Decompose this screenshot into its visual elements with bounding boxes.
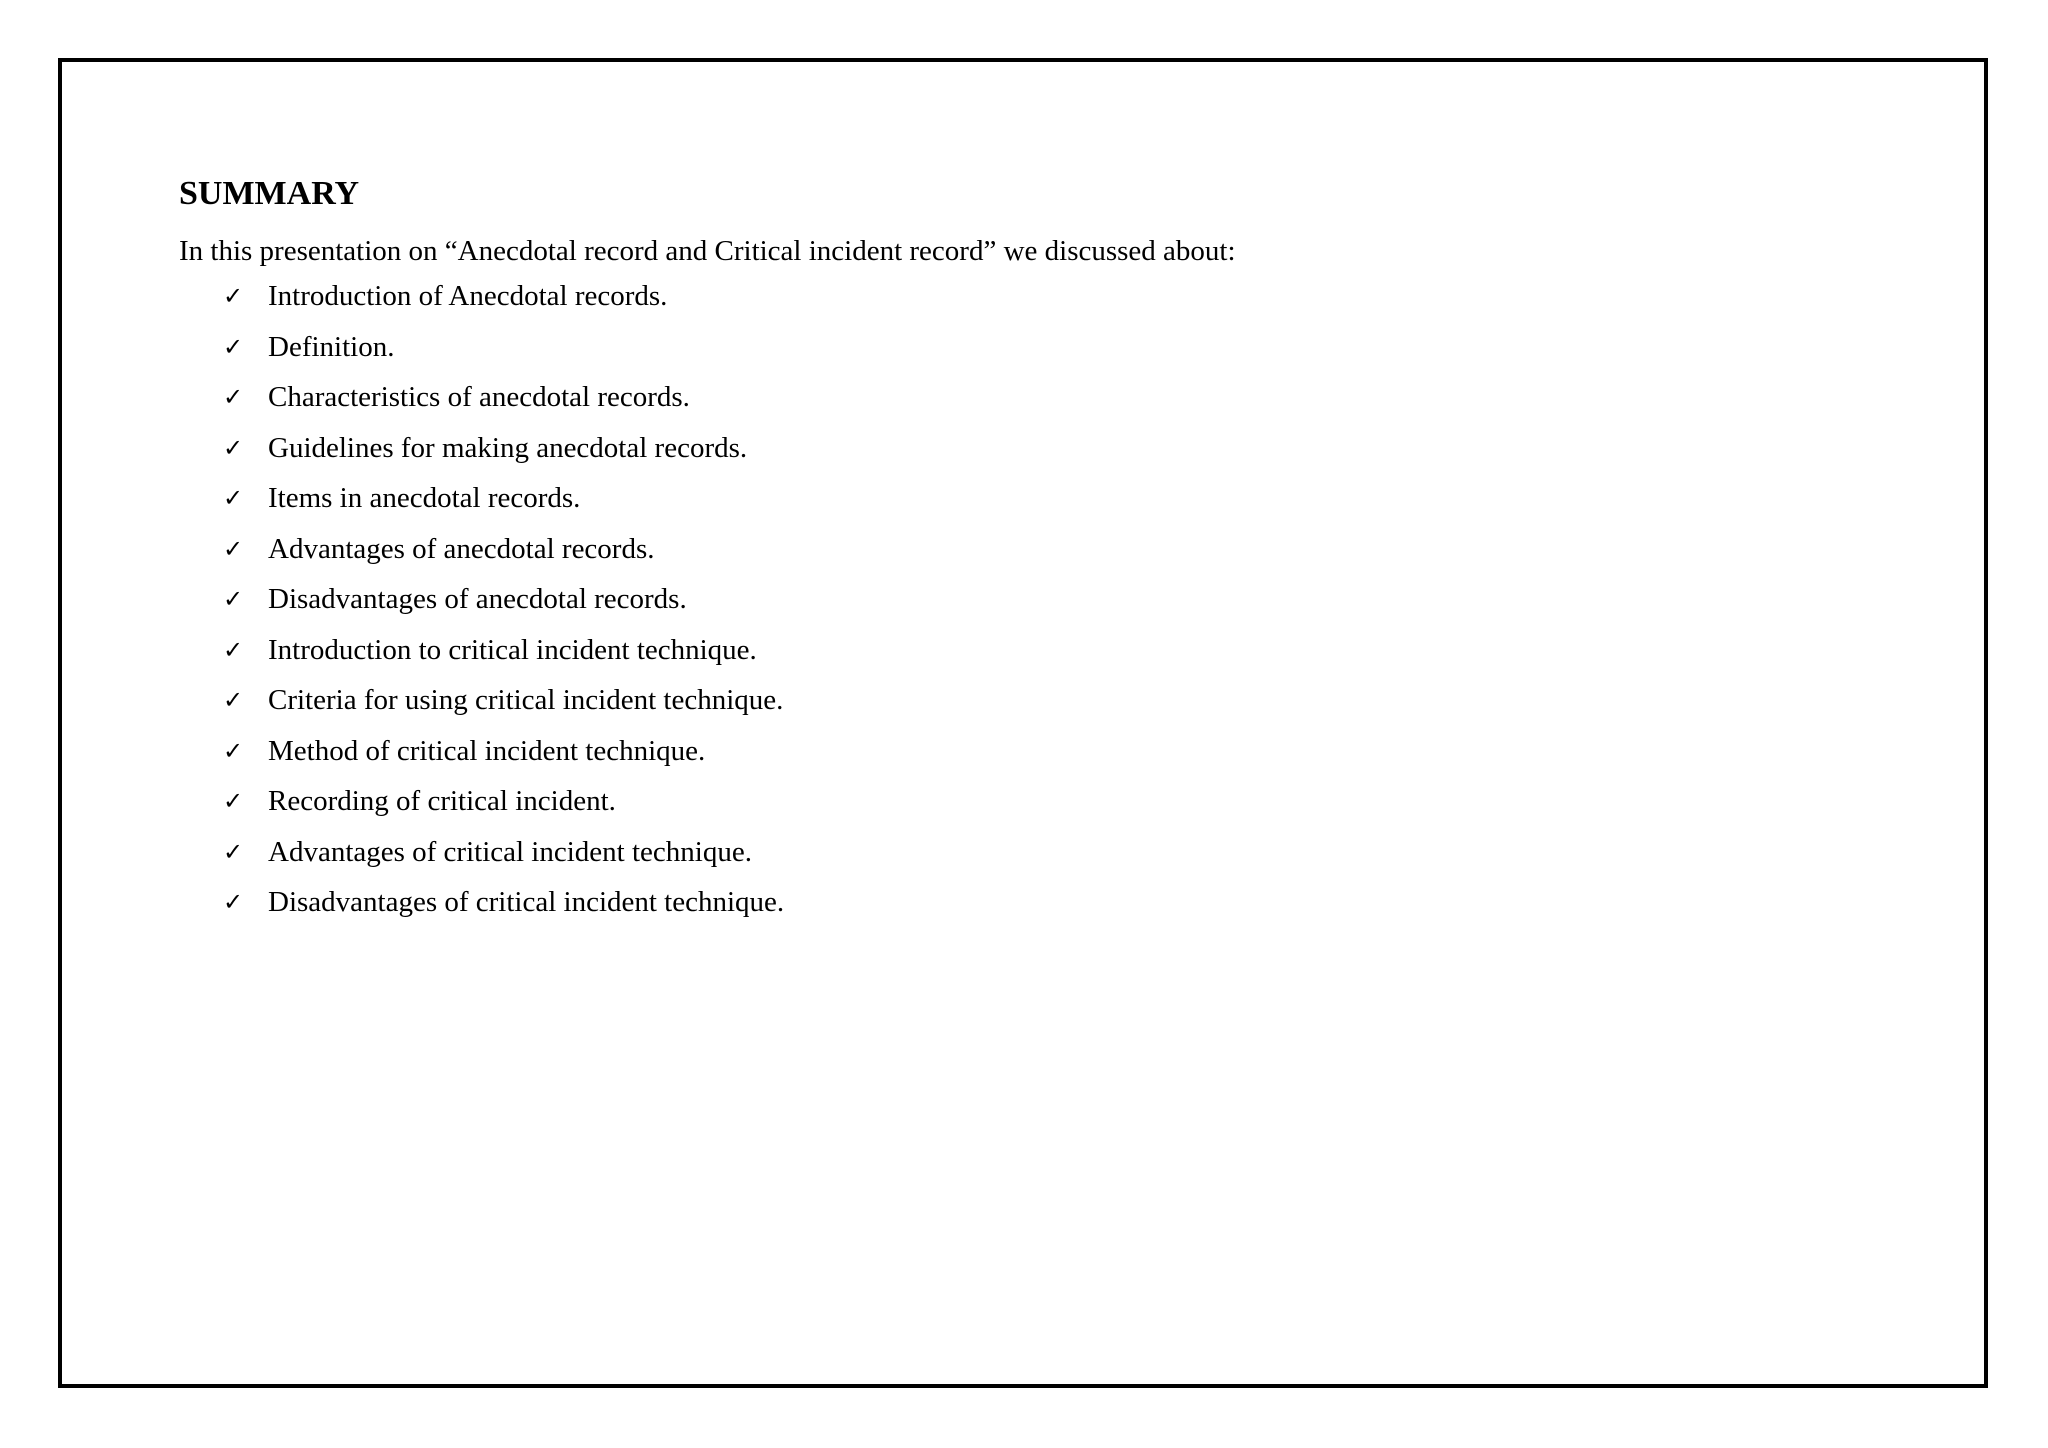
list-item-text: Criteria for using critical incident technique.	[268, 684, 784, 716]
list-item-text: Method of critical incident technique.	[268, 734, 706, 767]
checkmark-icon: ✓	[223, 686, 244, 714]
list-item	[179, 633, 1924, 684]
summary-section	[179, 174, 1924, 936]
list-item	[179, 380, 1924, 431]
list-item-text: Advantages of anecdotal records.	[268, 532, 655, 565]
list-item-text: Definition.	[268, 330, 395, 363]
list-item-text: Advantages of critical incident technique.	[268, 835, 752, 868]
list-item	[179, 835, 1924, 886]
list-item-text: Recording of critical incident.	[268, 785, 616, 817]
checkmark-icon: ✓	[223, 736, 244, 765]
checkmark-icon: ✓	[223, 534, 244, 563]
summary-heading: SUMMARY	[179, 175, 360, 212]
checkmark-icon: ✓	[223, 585, 244, 613]
list-item	[179, 885, 1924, 936]
list-item-text: Guidelines for making anecdotal records.	[268, 431, 748, 464]
list-item	[179, 734, 1924, 785]
list-item-text: Characteristics of anecdotal records.	[268, 381, 690, 413]
checkmark-icon: ✓	[223, 282, 244, 310]
page-frame	[58, 58, 1988, 1388]
checkmark-icon: ✓	[223, 332, 244, 361]
list-item	[179, 279, 1924, 330]
list-item-text: Introduction of Anecdotal records.	[268, 280, 668, 312]
checkmark-icon: ✓	[223, 787, 244, 815]
summary-list	[179, 279, 1924, 936]
checkmark-icon: ✓	[223, 635, 244, 664]
list-item-text: Disadvantages of anecdotal records.	[268, 583, 687, 615]
checkmark-icon: ✓	[223, 484, 244, 512]
list-item-text: Items in anecdotal records.	[268, 482, 581, 514]
list-item	[179, 582, 1924, 633]
list-item	[179, 481, 1924, 532]
checkmark-icon: ✓	[223, 383, 244, 411]
list-item-text: Disadvantages of critical incident technique.	[268, 886, 785, 918]
checkmark-icon: ✓	[223, 837, 244, 866]
checkmark-icon: ✓	[223, 433, 244, 462]
summary-intro: In this presentation on “Anecdotal record and Critical incident record” we discussed about:	[179, 235, 1236, 267]
list-item	[179, 431, 1924, 482]
list-item-text: Introduction to critical incident technique.	[268, 633, 757, 666]
list-item	[179, 683, 1924, 734]
list-item	[179, 784, 1924, 835]
list-item	[179, 532, 1924, 583]
checkmark-icon: ✓	[223, 888, 244, 916]
list-item	[179, 330, 1924, 381]
